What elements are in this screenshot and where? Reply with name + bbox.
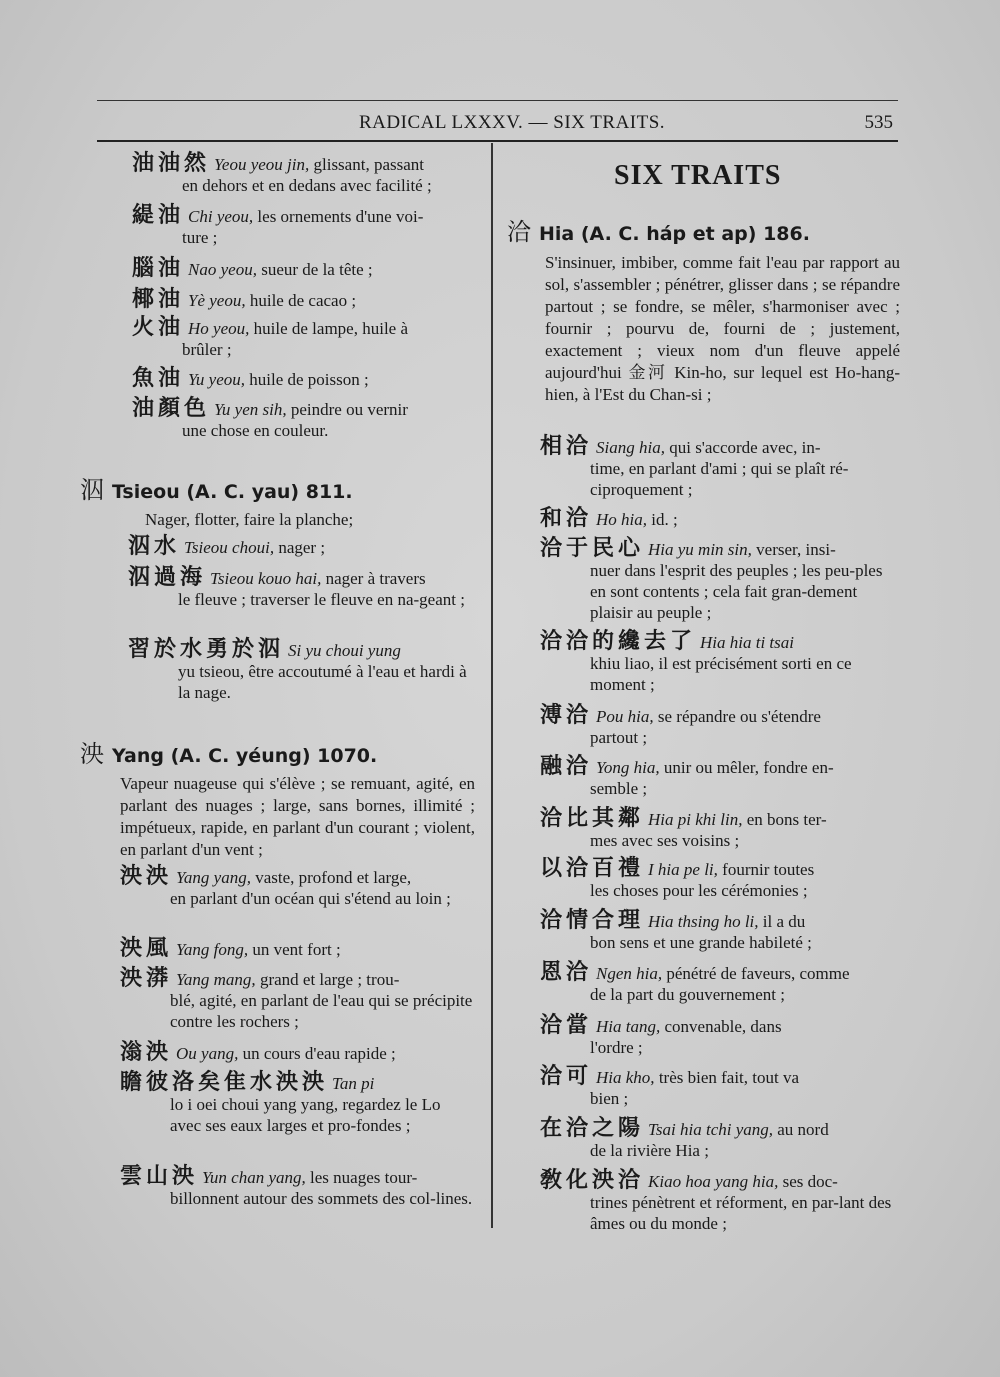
- entry-romanization: Yun chan yang,: [202, 1168, 311, 1187]
- entry-definition: un cours d'eau rapide ;: [242, 1044, 396, 1063]
- entry-characters: 火油: [132, 315, 185, 340]
- entry-romanization: Hia pi khi lin,: [648, 810, 747, 829]
- dictionary-entry: [540, 962, 900, 1005]
- entry-definition-cont: de la part du gouvernement ;: [590, 985, 785, 1004]
- entry-definition-cont: blé, agité, en parlant de l'eau qui se précipite contre les rochers ;: [170, 991, 473, 1031]
- page-number: 535: [864, 112, 893, 133]
- dictionary-entry: [540, 538, 900, 623]
- entry-characters: 洽洽的纔去了: [540, 629, 697, 654]
- entry-characters: 泱風: [120, 936, 173, 961]
- dictionary-entry: [540, 705, 900, 748]
- dictionary-entry: [120, 1042, 475, 1064]
- entry-characters: 椰油: [132, 287, 185, 312]
- entry-romanization: Yang yang,: [176, 868, 256, 887]
- headword-text: Tsieou (A. C. yau) 811.: [112, 481, 353, 503]
- entry-definition: nager ;: [278, 538, 326, 557]
- headword-char: 洽: [507, 218, 531, 246]
- entry-definition-cont: lo i oei choui yang yang, regardez le Lo avec ses eaux larges et pro-fondes ;: [170, 1095, 441, 1135]
- definition-paragraph: Nager, flotter, faire la planche;: [145, 510, 354, 529]
- entry-definition: huile de lampe, huile à: [253, 319, 409, 338]
- entry-characters: 在洽之陽: [540, 1116, 645, 1141]
- dictionary-entry: [540, 1015, 900, 1058]
- dictionary-entry: [540, 1170, 900, 1234]
- entry-definition: convenable, dans: [664, 1017, 782, 1036]
- dictionary-entry: [540, 1066, 900, 1109]
- entry-characters: 緹油: [132, 203, 185, 228]
- entry-romanization: Hia yu min sin,: [648, 540, 757, 559]
- entry-definition-cont: le fleuve ; traverser le fleuve en na-geant ;: [178, 590, 465, 609]
- dictionary-entry: [132, 368, 482, 390]
- entry-definition: verser, insi-: [756, 540, 836, 559]
- entry-characters: 洽比其鄰: [540, 806, 645, 831]
- dictionary-entry: [120, 1072, 475, 1136]
- entry-characters: 和洽: [540, 506, 593, 531]
- dictionary-entry: [132, 317, 482, 360]
- entry-definition-cont: nuer dans l'esprit des peuples ; les peu-ples en sont contents ; cela fait gran-dement plaisir au peuple ;: [590, 561, 883, 622]
- entry-definition: glissant, passant: [313, 155, 424, 174]
- entry-romanization: Yeou yeou jin,: [214, 155, 314, 174]
- entry-characters: 油顏色: [132, 396, 211, 421]
- entry-romanization: Hia hia ti tsai: [700, 633, 794, 652]
- entry-definition: unir ou mêler, fondre en-: [663, 758, 834, 777]
- entry-definition-cont: l'ordre ;: [590, 1038, 643, 1057]
- dictionary-entry: [128, 567, 478, 610]
- entry-romanization: Si yu choui yung: [288, 641, 401, 660]
- entry-definition-cont: brûler ;: [182, 340, 232, 359]
- entry-romanization: Ou yang,: [176, 1044, 243, 1063]
- entry-characters: 洽當: [540, 1013, 593, 1038]
- headword-char: 泅: [80, 476, 104, 504]
- entry-characters: 瞻彼洛矣隹水泱泱: [120, 1070, 329, 1095]
- entry-definition-cont: semble ;: [590, 779, 648, 798]
- entry-romanization: I hia pe li,: [648, 860, 723, 879]
- entry-characters: 泅過海: [128, 565, 207, 590]
- entry-romanization: Ho yeou,: [188, 319, 254, 338]
- entry-characters: 雲山泱: [120, 1164, 199, 1189]
- entry-characters: 泅水: [128, 534, 181, 559]
- entry-definition: qui s'accorde avec, in-: [669, 438, 821, 457]
- entry-definition: fournir toutes: [722, 860, 815, 879]
- entry-characters: 恩洽: [540, 960, 593, 985]
- entry-definition: vaste, profond et large,: [255, 868, 412, 887]
- headword-text: Hia (A. C. háp et ap) 186.: [539, 223, 810, 245]
- entry-romanization: Yong hia,: [596, 758, 664, 777]
- dictionary-entry: [540, 631, 900, 695]
- entry-definition: il a du: [762, 912, 806, 931]
- section-title: SIX TRAITS: [614, 160, 782, 191]
- entry-romanization: Yu yen sih,: [214, 400, 291, 419]
- dictionary-entry: [132, 398, 482, 441]
- entry-romanization: Tsai hia tchi yang,: [648, 1120, 778, 1139]
- entry-definition-cont: les choses pour les cérémonies ;: [590, 881, 808, 900]
- entry-romanization: Tan pi: [332, 1074, 375, 1093]
- dictionary-entry: [540, 756, 900, 799]
- headword-text: Yang (A. C. yéung) 1070.: [112, 745, 378, 767]
- running-header: [97, 106, 898, 140]
- entry-characters: 洽可: [540, 1064, 593, 1089]
- dictionary-entry: [132, 205, 482, 248]
- entry-definition-cont: ture ;: [182, 228, 218, 247]
- entry-definition: huile de cacao ;: [249, 291, 357, 310]
- entry-definition: en bons ter-: [746, 810, 827, 829]
- entry-characters: 習於水勇於泅: [128, 637, 285, 662]
- dictionary-entry: [120, 968, 475, 1032]
- entry-definition-cont: une chose en couleur.: [182, 421, 329, 440]
- entry-definition-cont: bien ;: [590, 1089, 629, 1108]
- dictionary-entry: [540, 436, 900, 500]
- entry-romanization: Tsieou kouo hai,: [210, 569, 326, 588]
- entry-characters: 滃泱: [120, 1040, 173, 1065]
- entry-definition: les ornements d'une voi-: [257, 207, 424, 226]
- header-rule: [97, 140, 898, 142]
- headword-tsieou: [80, 470, 353, 505]
- dictionary-entry: [132, 153, 482, 196]
- dictionary-entry: [132, 258, 482, 280]
- dictionary-entry: [120, 866, 475, 909]
- entry-characters: 腦油: [132, 256, 185, 281]
- entry-definition: grand et large ; trou-: [259, 970, 400, 989]
- column-divider: [491, 143, 493, 1228]
- entry-romanization: Yang mang,: [176, 970, 260, 989]
- dictionary-entry: [132, 289, 482, 311]
- entry-definition: id. ;: [651, 510, 678, 529]
- entry-romanization: Yang fong,: [176, 940, 253, 959]
- entry-characters: 魚油: [132, 366, 185, 391]
- entry-characters: 泱泱: [120, 864, 173, 889]
- entry-definition: très bien fait, tout va: [658, 1068, 800, 1087]
- entry-romanization: Tsieou choui,: [184, 538, 279, 557]
- headword-yang: [80, 734, 377, 769]
- entry-definition-cont: billonnent autour des sommets des col-lines.: [170, 1189, 473, 1208]
- entry-romanization: Ngen hia,: [596, 964, 667, 983]
- entry-characters: 以洽百禮: [540, 856, 645, 881]
- entry-characters: 溥洽: [540, 703, 593, 728]
- entry-romanization: Siang hia,: [596, 438, 670, 457]
- definition-paragraph: S'insinuer, imbiber, comme fait l'eau par rapport au sol, s'assembler ; pénétrer, glisser dans ; se répandre partout ; se fondre, se mêler, s'harmoniser avec ; fournir ; pourvu de, fourni de ; justement, exactement ; vieux nom d'un fleuve appelé aujourd'hui 金河 Kin-ho, sur lequel est Ho-hang-hien, à l'Est du Chan-si ;: [545, 253, 900, 404]
- entry-characters: 相洽: [540, 434, 593, 459]
- entry-characters: 洽于民心: [540, 536, 645, 561]
- entry-romanization: Yu yeou,: [188, 370, 250, 389]
- entry-definition: un vent fort ;: [252, 940, 341, 959]
- dictionary-entry: [120, 1166, 475, 1209]
- dictionary-entry: [128, 536, 478, 558]
- entry-romanization: Ho hia,: [596, 510, 652, 529]
- entry-romanization: Kiao hoa yang hia,: [648, 1172, 783, 1191]
- entry-definition-cont: en dehors et en dedans avec facilité ;: [182, 176, 432, 195]
- entry-definition-cont: partout ;: [590, 728, 648, 747]
- dictionary-entry: [540, 910, 900, 953]
- entry-definition: les nuages tour-: [310, 1168, 418, 1187]
- entry-romanization: Hia tang,: [596, 1017, 665, 1036]
- dictionary-entry: [540, 858, 900, 901]
- entry-definition: nager à travers: [325, 569, 426, 588]
- dictionary-entry: [120, 938, 475, 960]
- headword-char: 泱: [80, 740, 104, 768]
- entry-characters: 敎化泱洽: [540, 1168, 645, 1193]
- dictionary-entry: [540, 1118, 900, 1161]
- entry-definition: au nord: [777, 1120, 829, 1139]
- entry-characters: 泱漭: [120, 966, 173, 991]
- entry-definition-cont: time, en parlant d'ami ; qui se plaît ré-ciproquement ;: [590, 459, 849, 499]
- entry-definition: sueur de la tête ;: [261, 260, 373, 279]
- entry-characters: 融洽: [540, 754, 593, 779]
- top-rule: [97, 100, 898, 101]
- entry-romanization: Yè yeou,: [188, 291, 250, 310]
- entry-definition-cont: bon sens et une grande habileté ;: [590, 933, 812, 952]
- headword-hia: [507, 212, 810, 247]
- header-title: RADICAL LXXXV. — SIX TRAITS.: [359, 112, 666, 133]
- dictionary-entry: [540, 508, 900, 530]
- entry-definition-cont: trines pénètrent et réforment, en par-lant des âmes ou du monde ;: [590, 1193, 892, 1233]
- entry-definition-cont: yu tsieou, être accoutumé à l'eau et hardi à la nage.: [178, 662, 467, 702]
- entry-definition: pénétré de faveurs, comme: [666, 964, 850, 983]
- dictionary-entry: [540, 808, 900, 851]
- entry-romanization: Pou hia,: [596, 707, 658, 726]
- entry-definition: ses doc-: [782, 1172, 838, 1191]
- entry-definition-cont: de la rivière Hia ;: [590, 1141, 709, 1160]
- entry-definition-cont: khiu liao, il est précisément sorti en ce moment ;: [590, 654, 852, 694]
- entry-romanization: Hia thsing ho li,: [648, 912, 763, 931]
- entry-characters: 洽情合理: [540, 908, 645, 933]
- entry-definition: se répandre ou s'étendre: [657, 707, 821, 726]
- entry-romanization: Chi yeou,: [188, 207, 258, 226]
- entry-romanization: Nao yeou,: [188, 260, 262, 279]
- entry-definition: huile de poisson ;: [249, 370, 369, 389]
- definition-paragraph: Vapeur nuageuse qui s'élève ; se remuant, agité, en parlant des nuages ; large, sans bornes, illimité ; impétueux, rapide, en parlant d'un courant ; violent, en parlant d'un vent ;: [120, 774, 475, 859]
- entry-definition-cont: mes avec ses voisins ;: [590, 831, 740, 850]
- entry-definition-cont: en parlant d'un océan qui s'étend au loin ;: [170, 889, 451, 908]
- entry-romanization: Hia kho,: [596, 1068, 659, 1087]
- entry-characters: 油油然: [132, 151, 211, 176]
- dictionary-entry: [128, 639, 478, 703]
- entry-definition: peindre ou vernir: [290, 400, 408, 419]
